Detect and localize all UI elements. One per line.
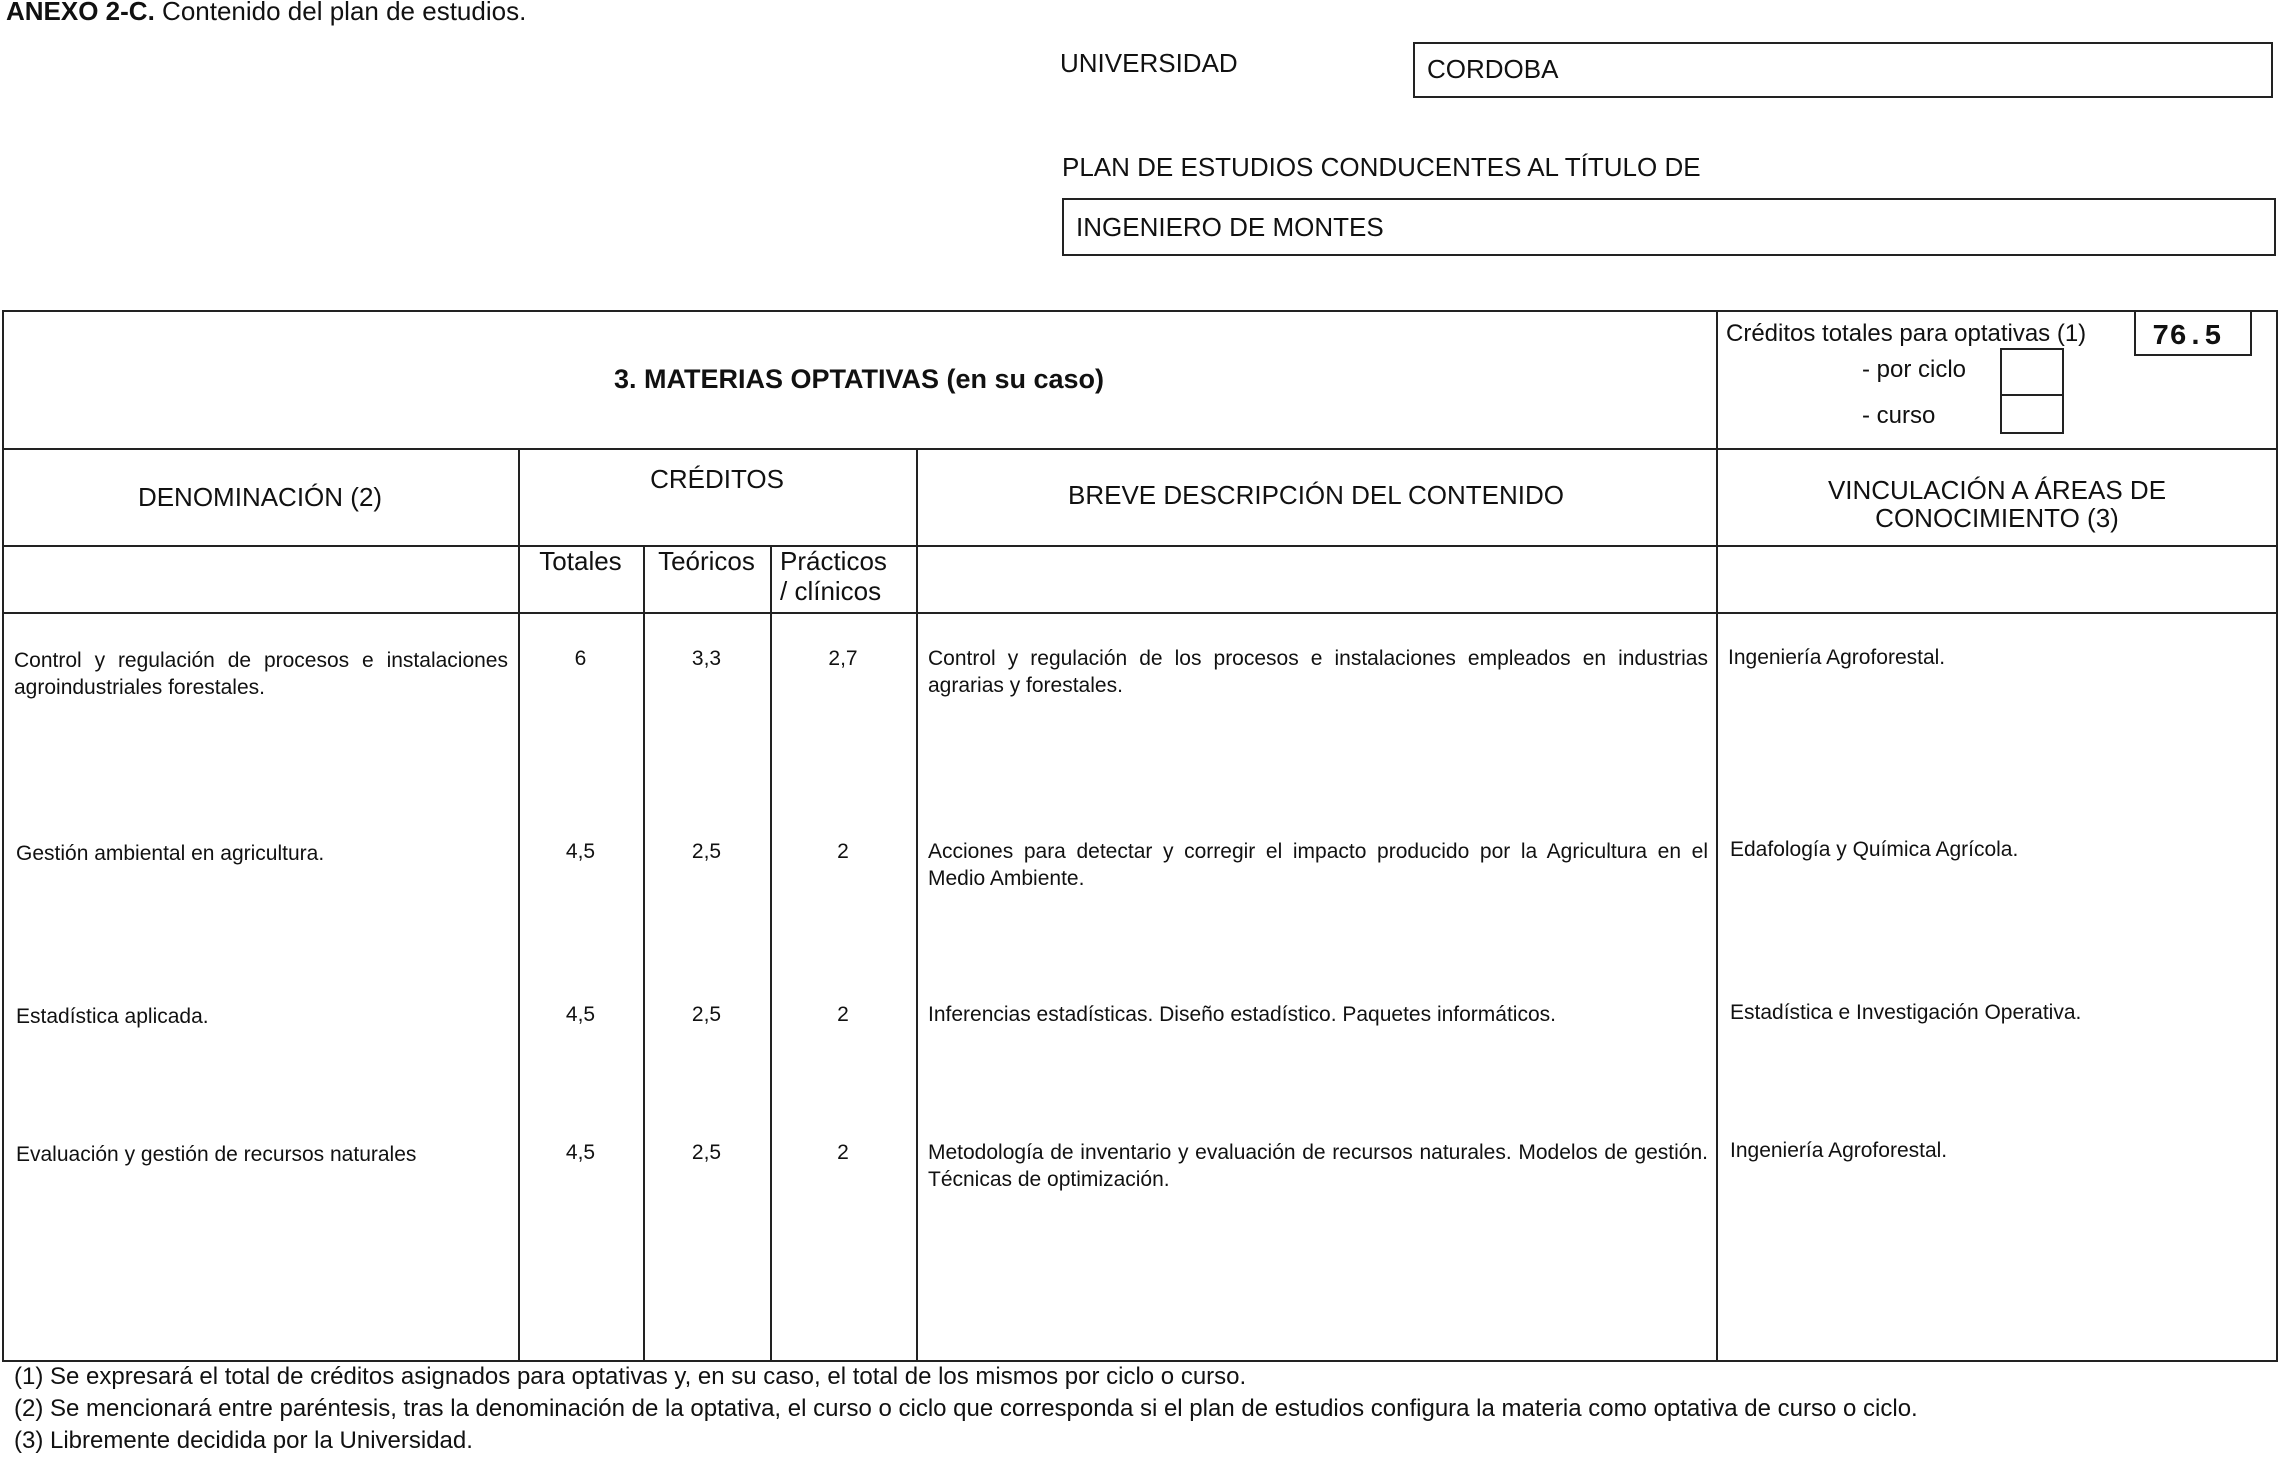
col-areas-line2: CONOCIMIENTO (3) xyxy=(1875,503,2119,533)
col-credits: CRÉDITOS xyxy=(650,464,784,494)
university-value: CORDOBA xyxy=(1427,54,1559,84)
row-3-area: Estadística e Investigación Operativa. xyxy=(1730,1001,2082,1024)
row-2-description: Acciones para detectar y corregir el impacto producido por la Agricultura en el Medio Ambiente. xyxy=(928,840,1708,890)
annex-title: Contenido del plan de estudios. xyxy=(154,0,527,26)
credits-total-label: Créditos totales para optativas (1) xyxy=(1726,320,2087,347)
col-practical-line2: / clínicos xyxy=(780,576,882,606)
row-1-theoretical: 3,3 xyxy=(691,647,722,670)
row-1-description: Control y regulación de los procesos e instalaciones empleados en industrias agrarias y forestales. xyxy=(928,647,1708,697)
row-4-description: Metodología de inventario y evaluación de recursos naturales. Modelos de gestión. Técnicas de optimización. xyxy=(928,1141,1708,1191)
plan-field xyxy=(1062,198,2276,256)
row-1-totals: 6 xyxy=(574,647,587,670)
row-2-name: Gestión ambiental en agricultura. xyxy=(16,842,325,865)
row-4-name: Evaluación y gestión de recursos naturales xyxy=(16,1143,417,1166)
col-denomination: DENOMINACIÓN (2) xyxy=(137,482,383,512)
credits-total-box xyxy=(2134,310,2252,356)
footnote-3: (3) Libremente decidida por la Universidad. xyxy=(14,1427,473,1454)
row-4-area: Ingeniería Agroforestal. xyxy=(1730,1139,1948,1162)
footnote-2: (2) Se mencionará entre paréntesis, tras la denominación de la optativa, el curso o ciclo que corresponda si el plan de estudios configura la materia como optativa de curso o ciclo. xyxy=(14,1395,1918,1422)
footnote-1: (1) Se expresará el total de créditos asignados para optativas y, en su caso, el total de los mismos por ciclo o curso. xyxy=(14,1363,1247,1390)
row-4-theoretical: 2,5 xyxy=(691,1141,722,1164)
col-practical xyxy=(780,546,916,606)
divider xyxy=(518,448,520,1362)
per-cycle-label: - por ciclo xyxy=(1862,356,1967,383)
divider xyxy=(2,448,2278,450)
section-title: 3. MATERIAS OPTATIVAS (en su caso) xyxy=(613,364,1105,394)
col-description: BREVE DESCRIPCIÓN DEL CONTENIDO xyxy=(1067,480,1564,510)
row-2-totals: 4,5 xyxy=(565,840,596,863)
divider xyxy=(2,545,2278,547)
university-label: UNIVERSIDAD xyxy=(1060,48,1238,78)
per-course-box xyxy=(2000,394,2064,434)
row-1-practical: 2,7 xyxy=(828,647,858,670)
row-1-area: Ingeniería Agroforestal. xyxy=(1728,646,1946,669)
row-3-description: Inferencias estadísticas. Diseño estadístico. Paquetes informáticos. xyxy=(928,1003,1556,1026)
row-4-practical: 2 xyxy=(837,1141,849,1164)
row-2-theoretical: 2,5 xyxy=(691,840,722,863)
row-2-area: Edafología y Química Agrícola. xyxy=(1730,838,2019,861)
row-3-theoretical: 2,5 xyxy=(691,1003,722,1026)
annex-label: ANEXO 2-C. xyxy=(6,0,155,26)
divider xyxy=(2,612,2278,614)
divider xyxy=(916,448,918,1362)
row-4-totals: 4,5 xyxy=(565,1141,596,1164)
annex-heading xyxy=(6,0,526,27)
plan-value: INGENIERO DE MONTES xyxy=(1076,212,1384,242)
plan-label: PLAN DE ESTUDIOS CONDUCENTES AL TÍTULO DE xyxy=(1062,152,1701,182)
col-totals: Totales xyxy=(539,546,622,576)
col-areas xyxy=(1718,476,2276,532)
divider xyxy=(1716,310,1718,1362)
row-3-totals: 4,5 xyxy=(565,1003,596,1026)
row-2-practical: 2 xyxy=(837,840,849,863)
col-theoretical: Teóricos xyxy=(658,546,755,576)
row-3-name: Estadística aplicada. xyxy=(16,1005,209,1028)
row-3-practical: 2 xyxy=(837,1003,849,1026)
per-course-label: - curso xyxy=(1862,402,1936,429)
col-areas-line1: VINCULACIÓN A ÁREAS DE xyxy=(1827,475,2167,505)
col-practical-line1: Prácticos xyxy=(780,546,887,576)
row-1-name: Control y regulación de procesos e instalaciones agroindustriales forestales. xyxy=(14,649,508,699)
credits-total-value: 76.5 xyxy=(2152,320,2222,353)
per-cycle-box xyxy=(2000,348,2064,396)
university-field xyxy=(1413,42,2273,98)
